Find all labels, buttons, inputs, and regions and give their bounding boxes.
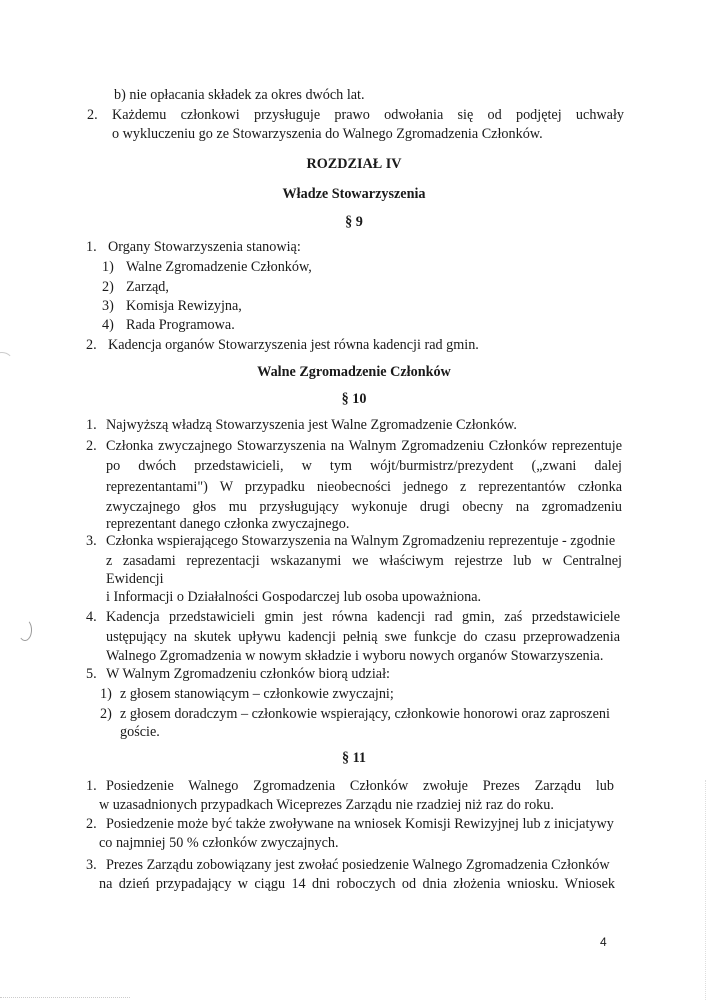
paragraph-line: Posiedzenie może być także zwoływane na wniosek Komisji Rewizyjnej lub z inicjatywy	[106, 816, 614, 832]
scan-mark	[18, 619, 32, 641]
list-number: 4.	[86, 609, 97, 625]
section-heading: Władze Stowarzyszenia	[282, 186, 426, 202]
paragraph-line: Kadencja przedstawicieli gmin jest równa kadencji rad gmin, zaś przedstawiciele	[106, 609, 620, 625]
paragraph-sign: § 10	[341, 391, 367, 407]
paragraph-line: Walnego Zgromadzenia w nowym składzie i wyboru nowych organów Stowarzyszenia.	[106, 648, 604, 664]
paragraph-line: zwyczajnego głos mu przysługujący wykonuje drugi obecny na zgromadzeniu	[106, 499, 622, 515]
sublist-item: Zarząd,	[126, 279, 169, 295]
list-number: 1.	[86, 778, 97, 794]
paragraph-line: reprezentant danego członka zwyczajnego.	[106, 516, 350, 532]
list-number: 5.	[86, 666, 97, 682]
paragraph-line: Członka zwyczajnego Stowarzyszenia na Walnym Zgromadzeniu Członków reprezentuje	[106, 438, 622, 454]
paragraph-line: w uzasadnionych przypadkach Wiceprezes Zarządu nie rzadziej niż raz do roku.	[99, 797, 554, 813]
list-number: 1.	[86, 417, 97, 433]
sublist-number: 2)	[102, 279, 114, 295]
sublist-item: z głosem doradczym – członkowie wspierający, członkowie honorowi oraz zaproszeni	[120, 706, 610, 722]
paragraph-line: i Informacji o Działalności Gospodarczej lub osoba upoważniona.	[106, 589, 482, 605]
list-number: 3.	[86, 533, 97, 549]
list-number: 2.	[87, 107, 98, 123]
scan-edge	[0, 997, 130, 998]
list-item: Kadencja organów Stowarzyszenia jest równa kadencji rad gmin.	[108, 337, 479, 353]
paragraph-line: ustępujący na skutek upływu kadencji pełnią swe funkcje do czasu przeprowadzenia	[106, 629, 620, 645]
sublist-number: 3)	[102, 298, 114, 314]
list-number: 2.	[86, 438, 97, 454]
sublist-item: z głosem stanowiącym – członkowie zwyczajni;	[120, 686, 394, 702]
sublist-number: 1)	[102, 259, 114, 275]
chapter-heading: ROZDZIAŁ IV	[306, 156, 402, 172]
paragraph-line: z zasadami reprezentacji wskazanymi we właściwym rejestrze lub w Centralnej	[106, 553, 622, 569]
paragraph-line: Członka wspierającego Stowarzyszenia na Walnym Zgromadzeniu reprezentuje - zgodnie	[106, 533, 616, 549]
paragraph-line: po dwóch przedstawicieli, w tym wójt/burmistrz/prezydent („zwani dalej	[106, 458, 622, 474]
list-number: 1.	[86, 239, 97, 255]
sublist-number: 2)	[100, 706, 112, 722]
list-item: Organy Stowarzyszenia stanowią:	[108, 239, 301, 255]
paragraph-line: o wykluczeniu go ze Stowarzyszenia do Walnego Zgromadzenia Członków.	[112, 126, 543, 142]
sublist-item: goście.	[120, 724, 160, 740]
list-number: 3.	[86, 857, 97, 873]
paragraph-sign: § 11	[341, 750, 367, 766]
paragraph-line: Każdemu członkowi przysługuje prawo odwołania się od podjętej uchwały	[112, 107, 624, 123]
list-number: 2.	[86, 337, 97, 353]
paragraph-line: reprezentantami") W przypadku nieobecności jednego z reprezentantów członka	[106, 479, 622, 495]
list-item: b) nie opłacania składek za okres dwóch lat.	[114, 87, 365, 103]
paragraph-line: na dzień przypadający w ciągu 14 dni roboczych od dnia złożenia wniosku. Wniosek	[99, 876, 615, 892]
list-item: W Walnym Zgromadzeniu członków biorą udział:	[106, 666, 390, 682]
paragraph-line: Prezes Zarządu zobowiązany jest zwołać posiedzenie Walnego Zgromadzenia Członków	[106, 857, 610, 873]
sublist-number: 1)	[100, 686, 112, 702]
sublist-number: 4)	[102, 317, 114, 333]
sublist-item: Walne Zgromadzenie Członków,	[126, 259, 312, 275]
page-number: 4	[600, 935, 607, 949]
list-number: 2.	[86, 816, 97, 832]
paragraph-line: co najmniej 50 % członków zwyczajnych.	[99, 835, 339, 851]
list-item: Najwyższą władzą Stowarzyszenia jest Walne Zgromadzenie Członków.	[106, 417, 517, 433]
paragraph-sign: § 9	[345, 214, 363, 230]
sublist-item: Rada Programowa.	[126, 317, 235, 333]
section-heading: Walne Zgromadzenie Członków	[257, 364, 451, 380]
sublist-item: Komisja Rewizyjna,	[126, 298, 242, 314]
paragraph-line: Ewidencji	[106, 571, 164, 587]
paragraph-line: Posiedzenie Walnego Zgromadzenia Członków zwołuje Prezes Zarządu lub	[106, 778, 614, 794]
